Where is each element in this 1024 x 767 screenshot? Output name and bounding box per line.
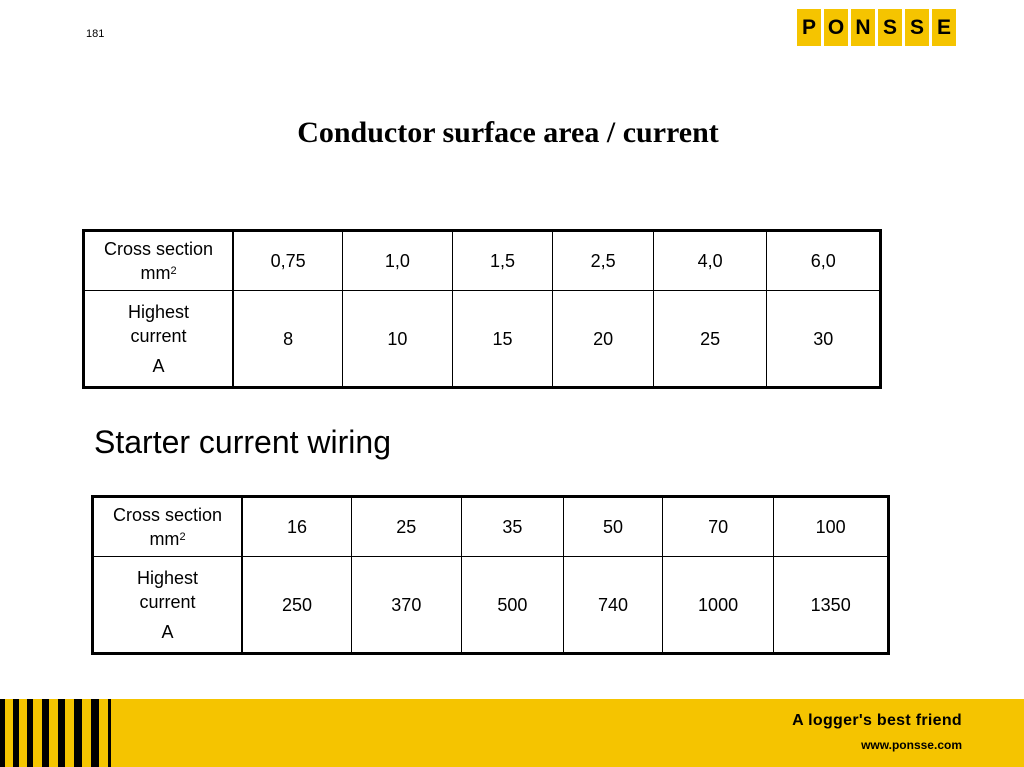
unit-label: mm <box>140 263 171 284</box>
table-cell: 8 <box>233 291 343 388</box>
header-label: current <box>130 325 187 346</box>
logo-letter: S <box>905 9 929 46</box>
logo-letter: N <box>851 9 875 46</box>
page-number: 181 <box>86 28 105 40</box>
table-cell: 500 <box>461 557 564 654</box>
header-label: Highest <box>128 301 190 322</box>
table-cell: 0,75 <box>233 231 343 291</box>
section-heading: Starter current wiring <box>94 424 391 460</box>
header-label: Cross section <box>112 505 223 526</box>
table-cell: 370 <box>352 557 462 654</box>
footer-bar <box>0 699 1024 767</box>
cross-section-header <box>84 231 234 291</box>
header-label: Highest <box>136 567 199 588</box>
table-cell: 35 <box>461 497 564 557</box>
table-cell: 100 <box>774 497 889 557</box>
footer-tagline: A logger's best friend <box>792 712 962 729</box>
conductor-current-table <box>82 229 882 389</box>
slide-title: Conductor surface area / current <box>297 116 719 149</box>
highest-current-header <box>93 557 243 654</box>
unit-label: A <box>161 621 174 642</box>
table-cell: 740 <box>564 557 663 654</box>
table-cell: 70 <box>662 497 774 557</box>
table-cell: 2,5 <box>553 231 654 291</box>
logo-letter: P <box>797 9 821 46</box>
logo-letter: S <box>878 9 902 46</box>
table-cell: 1,0 <box>343 231 453 291</box>
highest-current-row <box>93 557 889 654</box>
table-cell: 1000 <box>662 557 774 654</box>
unit-label: mm <box>149 529 180 550</box>
table-cell: 4,0 <box>653 231 767 291</box>
highest-current-row <box>84 291 881 388</box>
table-cell: 20 <box>553 291 654 388</box>
table-cell: 25 <box>653 291 767 388</box>
table-cell: 50 <box>564 497 663 557</box>
logo-letter: E <box>932 9 956 46</box>
table-cell: 15 <box>452 291 553 388</box>
table-cell: 30 <box>767 291 881 388</box>
unit-superscript: 2 <box>179 531 186 544</box>
cross-section-row <box>84 231 881 291</box>
table-cell: 1350 <box>774 557 889 654</box>
table-cell: 250 <box>242 557 352 654</box>
header-label: Cross section <box>103 239 214 260</box>
highest-current-header <box>84 291 234 388</box>
table-cell: 25 <box>352 497 462 557</box>
logo-letter: O <box>824 9 848 46</box>
table-cell: 10 <box>343 291 453 388</box>
table-cell: 6,0 <box>767 231 881 291</box>
table-cell: 16 <box>242 497 352 557</box>
table-cell: 1,5 <box>452 231 553 291</box>
unit-superscript: 2 <box>170 265 177 278</box>
starter-current-table <box>91 495 890 655</box>
cross-section-header <box>93 497 243 557</box>
ponsse-logo <box>797 9 956 46</box>
cross-section-row <box>93 497 889 557</box>
footer-url: www.ponsse.com <box>861 738 962 752</box>
header-label: current <box>139 591 196 612</box>
unit-label: A <box>152 355 165 376</box>
